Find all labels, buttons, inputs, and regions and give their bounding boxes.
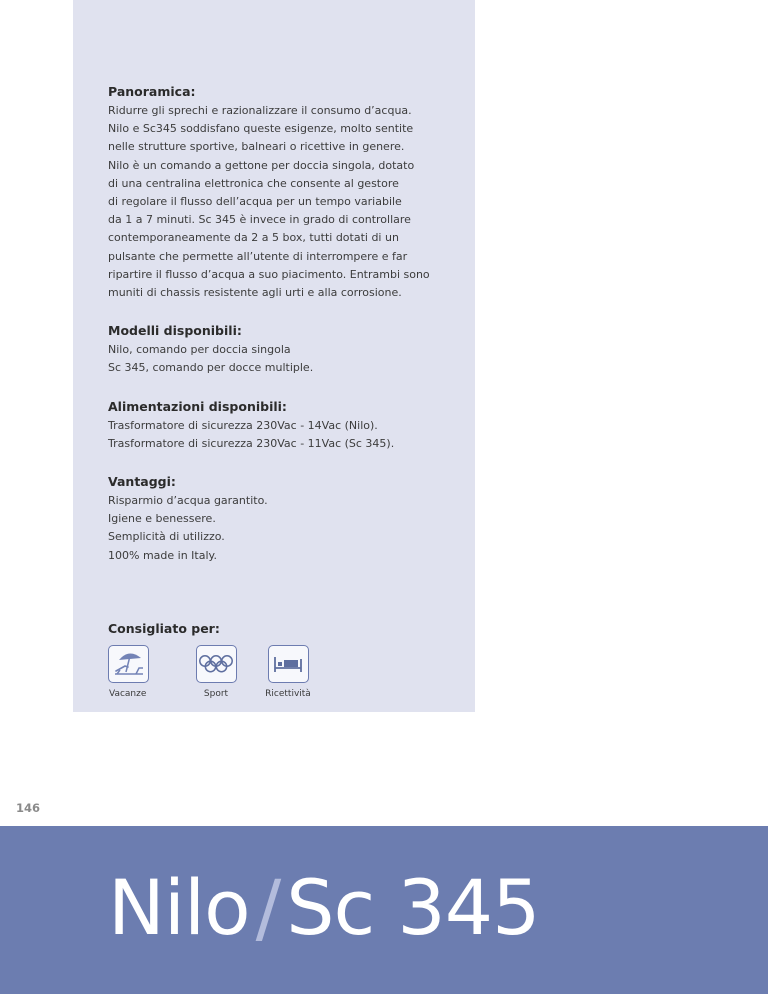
heading-consigliato: Consigliato per: — [108, 620, 220, 636]
olympic-rings-icon — [196, 645, 237, 683]
text-line: contemporaneamente da 2 a 5 box, tutti dotati di un — [108, 231, 399, 245]
beach-umbrella-icon — [108, 645, 149, 683]
heading-modelli: Modelli disponibili: — [108, 323, 242, 339]
recommend-sport — [180, 645, 252, 699]
section-consigliato — [108, 620, 458, 699]
text-line: Trasformatore di sicurezza 230Vac - 14Vac (Nilo). — [108, 418, 378, 432]
text-line: pulsante che permette all’utente di interrompere e far — [108, 249, 408, 263]
text-line: Nilo, comando per doccia singola — [108, 343, 291, 357]
text-line: Nilo è un comando a gettone per doccia singola, dotato — [108, 158, 415, 172]
recommend-ricettivita — [252, 645, 324, 699]
text-line: Ridurre gli sprechi e razionalizzare il consumo d’acqua. — [108, 104, 412, 117]
text-line: nelle strutture sportive, balneari o ricettive in genere. — [108, 140, 405, 154]
text-line: Nilo e Sc345 soddisfano queste esigenze, molto sentite — [108, 122, 414, 136]
recommend-label: Vacanze — [109, 688, 147, 699]
text-line: di una centralina elettronica che consente al gestore — [108, 176, 399, 190]
heading-alimentazioni: Alimentazioni disponibili: — [108, 398, 287, 414]
text-line: da 1 a 7 minuti. Sc 345 è invece in grado di controllare — [108, 213, 411, 227]
text-line: Sc 345, comando per docce multiple. — [108, 361, 314, 375]
page-number: 146 — [16, 801, 41, 815]
recommended-icons — [108, 645, 458, 699]
text-line: Trasformatore di sicurezza 230Vac - 11Vac (Sc 345). — [108, 436, 395, 450]
recommend-vacanze — [108, 645, 180, 699]
text-line: di regolare il flusso dell’acqua per un tempo variabile — [108, 195, 402, 209]
section-alimentazioni — [108, 398, 458, 453]
bed-icon — [268, 645, 309, 683]
text-line: ripartire il flusso d’acqua a suo piacimento. Entrambi sono — [108, 267, 430, 281]
text-line: muniti di chassis resistente agli urti e alla corrosione. — [108, 286, 402, 300]
product-title — [108, 858, 539, 958]
text-line: 100% made in Italy. — [108, 548, 217, 562]
text-line: Semplicità di utilizzo. — [108, 530, 225, 544]
heading-panoramica: Panoramica: — [108, 84, 196, 99]
recommend-label: Ricettività — [265, 688, 311, 699]
section-modelli — [108, 322, 458, 377]
text-line: Risparmio d’acqua garantito. — [108, 494, 268, 508]
title-nilo: Nilo — [108, 863, 250, 952]
section-panoramica — [108, 83, 458, 302]
content-column — [108, 83, 458, 699]
section-vantaggi — [108, 473, 458, 565]
recommend-label: Sport — [203, 688, 229, 699]
heading-vantaggi: Vantaggi: — [108, 474, 176, 490]
title-sc345: Sc 345 — [286, 863, 540, 952]
title-separator: / — [255, 863, 281, 952]
text-line: Igiene e benessere. — [108, 512, 216, 526]
